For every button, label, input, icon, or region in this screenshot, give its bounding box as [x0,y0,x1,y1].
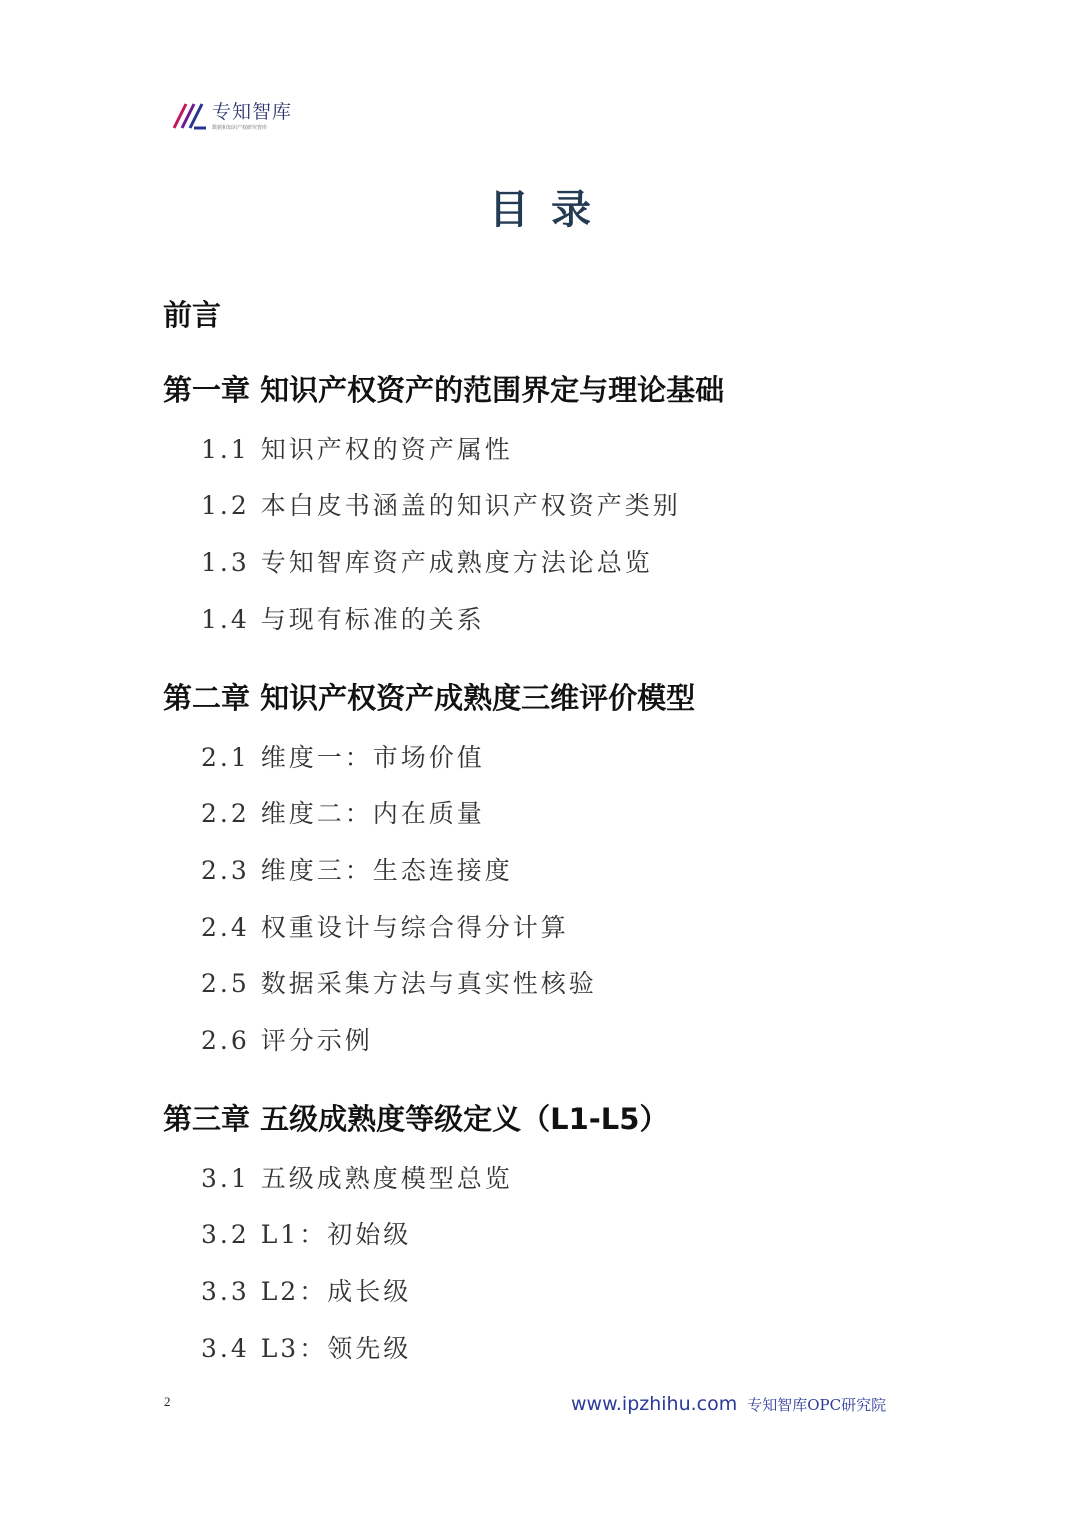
toc-entry-3-1[interactable]: 3.1 五级成熟度模型总览 [201,1164,513,1193]
page-number: 2 [164,1394,171,1409]
logo [172,100,292,132]
logo-name: 专知智库 [212,100,293,123]
toc-entry-1-2[interactable]: 1.2 本白皮书涵盖的知识产权资产类别 [201,491,681,520]
toc-entry-3-3[interactable]: 3.3 L2：成长级 [201,1277,412,1306]
page-title: 目录 [489,187,613,233]
footer-url[interactable]: www.ipzhihu.com [571,1393,738,1415]
toc-entry-1-4[interactable]: 1.4 与现有标准的关系 [201,605,485,634]
toc-entry-preface[interactable]: 前言 [163,298,222,332]
toc-entry-1-1[interactable]: 1.1 知识产权的资产属性 [201,435,513,464]
toc-entry-chapter-1[interactable]: 第一章 知识产权资产的范围界定与理论基础 [163,373,725,407]
toc-entry-1-3[interactable]: 1.3 专知智库资产成熟度方法论总览 [201,548,653,577]
toc-entry-2-2[interactable]: 2.2 维度二：内在质量 [201,799,485,828]
toc-entry-chapter-3[interactable]: 第三章 五级成熟度等级定义（L1-L5） [163,1102,669,1136]
toc-entry-2-3[interactable]: 2.3 维度三：生态连接度 [201,856,513,885]
toc-entry-2-5[interactable]: 2.5 数据采集方法与真实性核验 [201,969,597,998]
toc-entry-2-1[interactable]: 2.1 维度一：市场价值 [201,743,485,772]
footer [571,1393,886,1415]
toc-entry-2-4[interactable]: 2.4 权重设计与综合得分计算 [201,913,569,942]
footer-org: 专知智库OPC研究院 [747,1396,887,1414]
toc-entry-3-4[interactable]: 3.4 L3：领先级 [201,1334,412,1363]
logo-slogan: 数据和知识产权研究智库 [212,124,268,131]
zhuanzhi-logo-icon [172,100,208,132]
toc-entry-2-6[interactable]: 2.6 评分示例 [201,1026,373,1055]
toc-entry-3-2[interactable]: 3.2 L1：初始级 [201,1220,412,1249]
toc-entry-chapter-2[interactable]: 第二章 知识产权资产成熟度三维评价模型 [163,681,696,715]
